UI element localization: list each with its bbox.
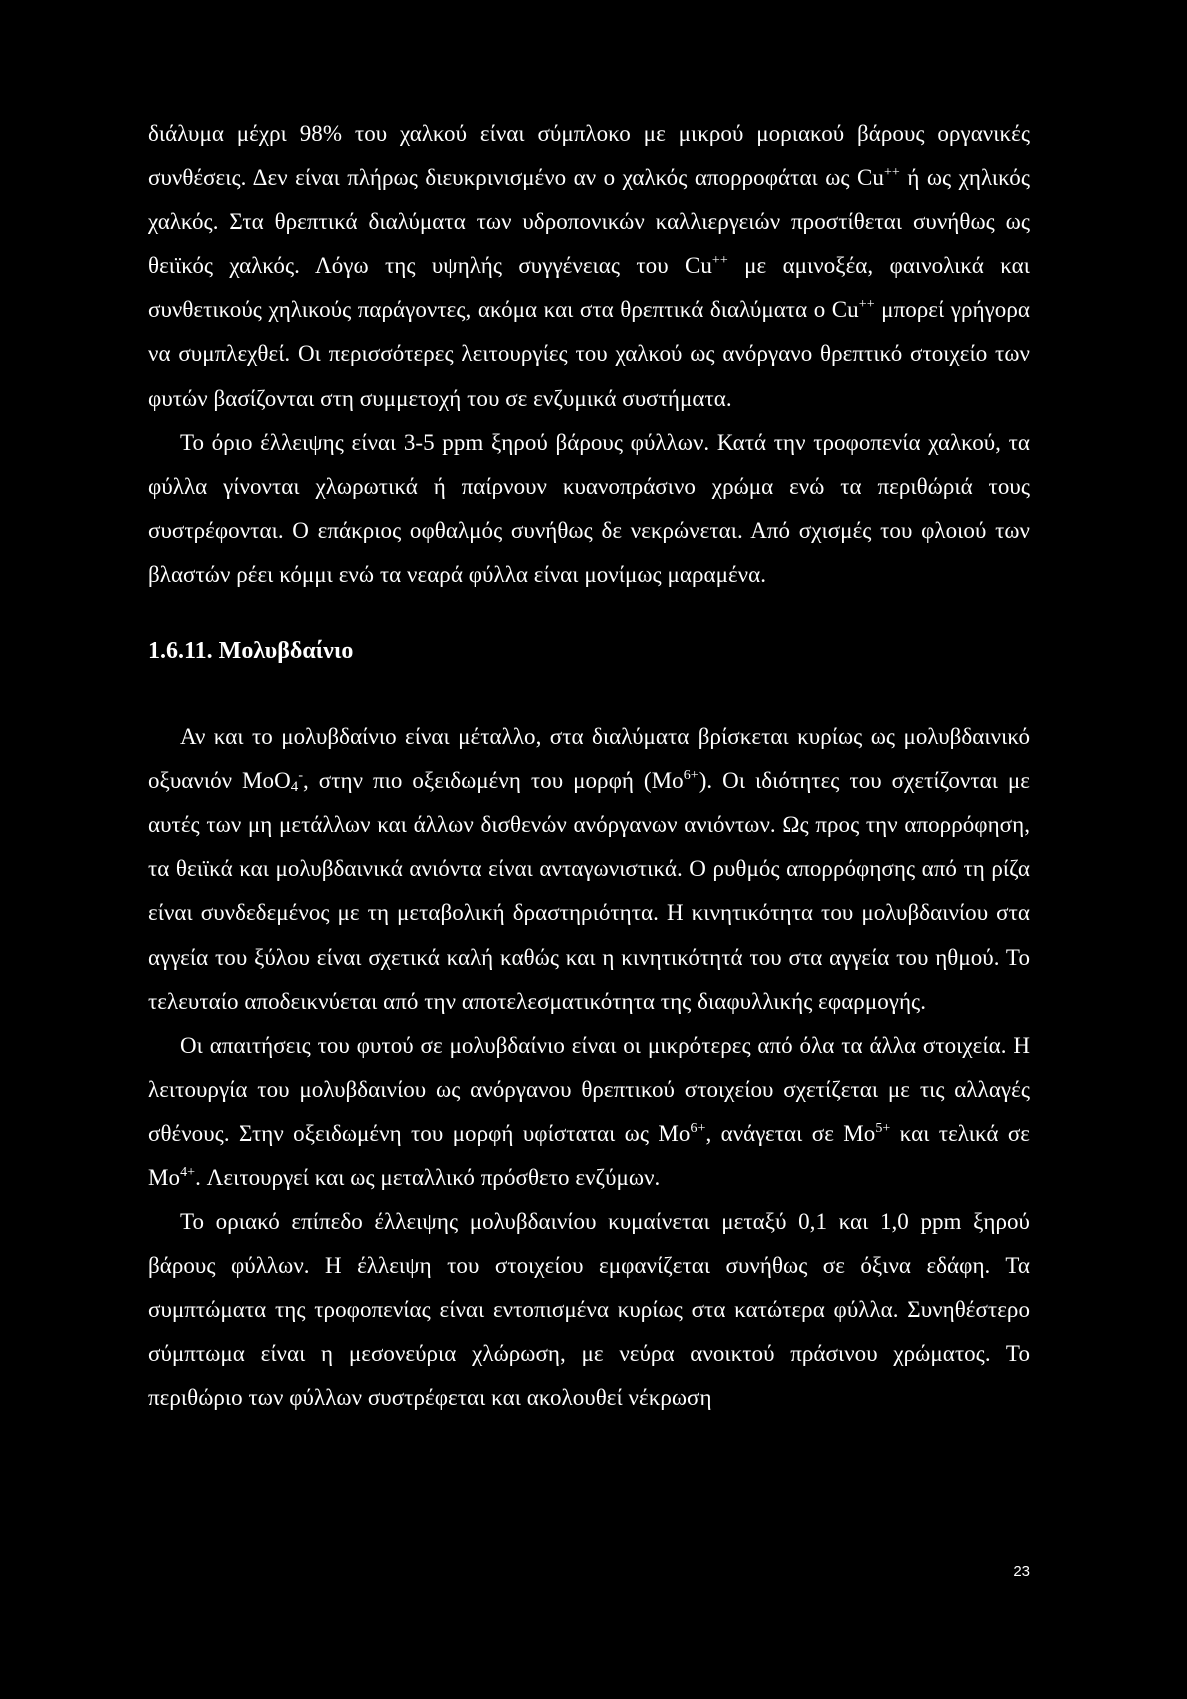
superscript: 5+ [875, 1120, 891, 1136]
superscript: ++ [858, 297, 875, 313]
text-run: Οι απαιτήσεις του φυτού σε μολυβδαίνιο είναι οι μικρότερες από όλα τα άλλα στοιχεία. Η λειτουργία του μολυβδαινίου ως ανόργανου θρεπτικού στοιχείου σχετίζεται με τις αλλαγές σθένους. Στην οξειδωμένη του μορφή υφίσταται ως Mo [148, 1032, 1030, 1146]
page-body [148, 112, 1030, 1421]
text-run: Το όριο έλλειψης είναι 3-5 ppm ξηρού βάρους φύλλων. Κατά την τροφοπενία χαλκού, τα φύλλα γίνονται χλωρωτικά ή παίρνουν κυανοπράσινο χρώμα ενώ τα περιθώριά τους συστρέφονται. Ο επάκριος οφθαλμός συνήθως δε νεκρώνεται. Από σχισμές του φλοιού των βλαστών ρέει κόμμι ενώ τα νεαρά φύλλα είναι μονίμως μαραμένα. [148, 429, 1030, 587]
superscript: ++ [883, 165, 900, 181]
text-run: με αμινοξέα, φαινολικά και συνθετικούς χηλικούς παράγοντες, ακόμα και στα θρεπτικά διαλύματα ο Cu [148, 253, 1030, 323]
superscript: 6+ [690, 1120, 706, 1136]
page-number: 23 [1013, 1563, 1030, 1580]
section-heading: 1.6.11. Μολυβδαίνιο [148, 638, 354, 665]
text-run: . Λειτουργεί και ως μεταλλικό πρόσθετο ενζύμων. [195, 1164, 661, 1190]
text-run: διάλυμα μέχρι 98% του χαλκού είναι σύμπλοκο με μικρού μοριακού βάρους οργανικές συνθέσεις. Δεν είναι πλήρως διευκρινισμένο αν ο χαλκός απορροφάται ως Cu [148, 121, 1030, 191]
text-run: ή ως χηλικός χαλκός. Στα θρεπτικά διαλύματα των υδροπονικών καλλιεργειών προστίθεται συνήθως ως θειϊκός χαλκός. Λόγω της υψηλής συγγένειας του Cu [148, 165, 1030, 279]
superscript: 4+ [180, 1164, 196, 1180]
paragraph [148, 1024, 1030, 1200]
superscript: ++ [711, 253, 728, 269]
text-run: και τελικά σε Mo [148, 1120, 1031, 1190]
superscript: 6+ [683, 768, 699, 784]
paragraph [148, 421, 1030, 597]
paragraph [148, 112, 1030, 421]
text-run: μπορεί γρήγορα να συμπλεχθεί. Οι περισσότερες λειτουργίες του χαλκού ως ανόργανο θρεπτικό στοιχείο των φυτών βασίζονται στη συμμετοχή του σε ενζυμικά συστήματα. [148, 297, 1030, 411]
copper-section-text [148, 112, 1030, 597]
text-run: , ανάγεται σε Mo [705, 1120, 876, 1146]
text-run: Αν και το μολυβδαίνιο είναι μέταλλο, στα διαλύματα βρίσκεται κυρίως ως μολυβδαινικό οξυανιόν MoO [148, 724, 1030, 794]
subscript: 4 [290, 779, 299, 796]
text-run: Το οριακό επίπεδο έλλειψης μολυβδαινίου κυμαίνεται μεταξύ 0,1 και 1,0 ppm ξηρού βάρους φύλλων. Η έλλειψη του στοιχείου εμφανίζεται συνήθως σε όξινα εδάφη. Τα συμπτώματα της τροφοπενίας είναι εντοπισμένα κυρίως στα κατώτερα φύλλα. Συνηθέστερο σύμπτωμα είναι η μεσονεύρια χλώρωση, με νεύρα ανοικτού πράσινου χρώματος. Το περιθώριο των φύλλων συστρέφεται και ακολουθεί νέκρωση [148, 1209, 1030, 1411]
paragraph [148, 1200, 1030, 1420]
text-run: , στην πιο οξειδωμένη του μορφή (Mo [303, 768, 684, 794]
text-run: ). Οι ιδιότητες του σχετίζονται με αυτές των μη μετάλλων και άλλων δισθενών ανόργανων ανιόντων. Ως προς την απορρόφηση, τα θειϊκά και μολυβδαινικά ανιόντα είναι ανταγωνιστικά. Ο ρυθμός απορρόφησης από τη ρίζα είναι συνδεδεμένος με τη μεταβολική δραστηριότητα. Η κινητικότητα του μολυβδαινίου στα αγγεία του ξύλου είναι σχετικά καλή καθώς και η κινητικότητά του στα αγγεία του ηθμού. Το τελευταίο αποδεικνύεται από την αποτελεσματικότητα της διαφυλλικής εφαρμογής. [148, 768, 1031, 1014]
superscript: - [298, 768, 304, 784]
molybdenum-section-text [148, 715, 1030, 1421]
paragraph [148, 715, 1030, 1024]
